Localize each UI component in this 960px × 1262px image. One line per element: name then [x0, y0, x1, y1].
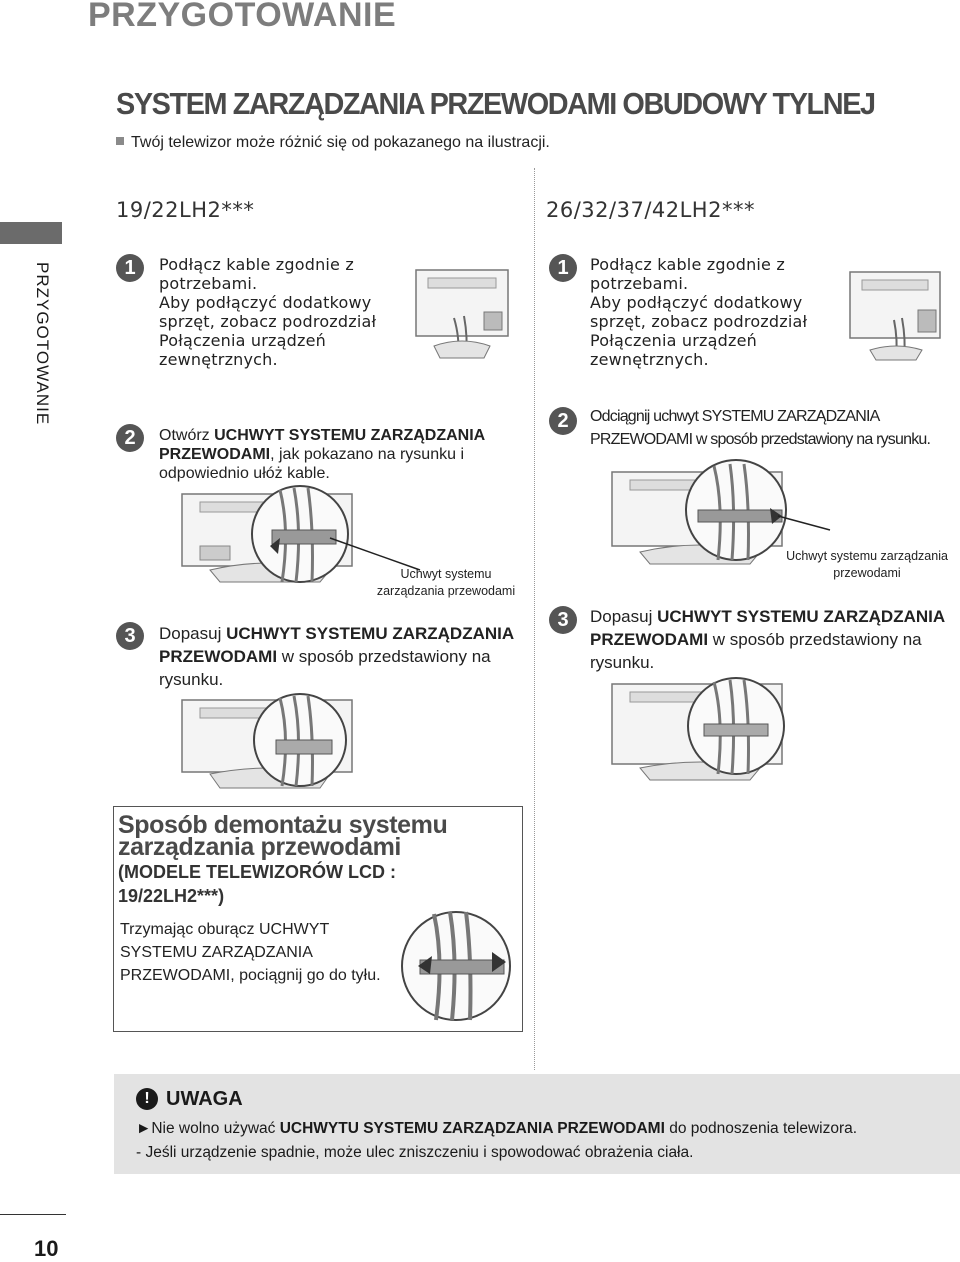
left-step2-bold: UCHWYT SYSTEMU ZARZĄDZANIA PRZEWODAMI	[159, 427, 485, 463]
right-step1-badge: 1	[549, 254, 577, 282]
removal-title-line2: zarządzania przewodami	[118, 833, 401, 861]
left-step3-pre: Dopasuj	[159, 624, 227, 643]
warning-line1	[136, 1120, 857, 1138]
removal-subtitle-line1: (MODELE TELEWIZORÓW LCD :	[118, 862, 396, 882]
left-callout-label: Uchwyt systemu zarządzania przewodami	[376, 567, 516, 598]
tv-rear-illustration-left-step1	[414, 268, 510, 364]
column-divider	[534, 168, 535, 1070]
right-step3-bold: UCHWYT SYSTEMU ZARZĄDZANIA PRZEWODAMI	[590, 607, 945, 649]
right-step2-text: Odciągnij uchwyt SYSTEMU ZARZĄDZANIA PRZEWODAMI w sposób przedstawiony na rysunku.	[590, 408, 931, 448]
left-step3-bold: UCHWYT SYSTEMU ZARZĄDZANIA PRZEWODAMI	[159, 624, 514, 666]
left-step1-text: Podłącz kable zgodnie z potrzebami. Aby podłączyć dodatkowy sprzęt, zobacz podrozdział Połączenia urządzeń zewnętrznych.	[159, 255, 377, 369]
side-tab-bar	[0, 222, 62, 244]
left-step3-badge: 3	[116, 622, 144, 650]
removal-title	[118, 811, 448, 861]
footer-rule	[0, 1214, 66, 1215]
side-tab-label: PRZYGOTOWANIE	[33, 262, 52, 426]
tv-rear-illustration-right-step3	[610, 680, 810, 784]
tv-rear-illustration-left-step3	[180, 696, 380, 792]
warning-line1-pre: Nie wolno używać	[151, 1120, 280, 1137]
warning-title: UWAGA	[166, 1088, 243, 1110]
tv-rear-illustration-right-step2	[610, 466, 950, 576]
left-step2-text	[159, 426, 529, 483]
right-step1-text: Podłącz kable zgodnie z potrzebami. Aby podłączyć dodatkowy sprzęt, zobacz podrozdział Połączenia urządzeń zewnętrznych.	[590, 255, 808, 369]
header-title: PRZYGOTOWANIE	[88, 0, 397, 34]
warning-exclamation-icon: !	[136, 1088, 158, 1110]
cable-holder-removal-illustration	[396, 910, 516, 1026]
left-step2-badge: 2	[116, 424, 144, 452]
warning-line1-post: do podnoszenia telewizora.	[664, 1120, 858, 1137]
right-step3-badge: 3	[549, 606, 577, 634]
note-text: Twój telewizor może różnić się od pokazanego na ilustracji.	[131, 134, 550, 151]
right-step3-pre: Dopasuj	[590, 607, 658, 626]
removal-title-line1: Sposób demontażu systemu	[118, 811, 448, 839]
right-step2-badge: 2	[549, 407, 577, 435]
left-step2-post: , jak pokazano na rysunku i odpowiednio ułóż kable.	[159, 446, 464, 482]
warning-line2: - Jeśli urządzenie spadnie, może ulec zniszczeniu i spowodować obrażenia ciała.	[136, 1144, 694, 1161]
page-number: 10	[34, 1236, 59, 1261]
section-title: SYSTEM ZARZĄDZANIA PRZEWODAMI OBUDOWY TYLNEJ	[116, 86, 875, 121]
left-step1-badge: 1	[116, 254, 144, 282]
removal-subtitle	[118, 860, 396, 908]
warning-arrow-icon: ►	[136, 1120, 152, 1137]
illustration-note	[116, 134, 550, 152]
left-step3-text	[159, 622, 519, 691]
right-model-title: 26/32/37/42LH2***	[546, 198, 755, 222]
warning-line1-bold: UCHWYTU SYSTEMU ZARZĄDZANIA PRZEWODAMI	[279, 1120, 665, 1137]
bullet-square-icon	[116, 137, 124, 145]
removal-subtitle-line2: 19/22LH2***)	[118, 886, 225, 906]
left-step3-post: w sposób przedstawiony na rysunku.	[159, 647, 491, 689]
right-callout-label: Uchwyt systemu zarządzania przewodami	[786, 549, 948, 580]
tv-rear-illustration-right-step1	[848, 270, 942, 362]
right-step3-post: w sposób przedstawiony na rysunku.	[590, 630, 922, 672]
left-model-title: 19/22LH2***	[116, 198, 255, 222]
removal-text: Trzymając oburącz UCHWYT SYSTEMU ZARZĄDZANIA PRZEWODAMI, pociągnij go do tyłu.	[120, 921, 381, 984]
left-step2-pre: Otwórz	[159, 427, 215, 444]
right-step3-text	[590, 605, 950, 674]
tv-rear-illustration-left-step2	[180, 490, 540, 590]
